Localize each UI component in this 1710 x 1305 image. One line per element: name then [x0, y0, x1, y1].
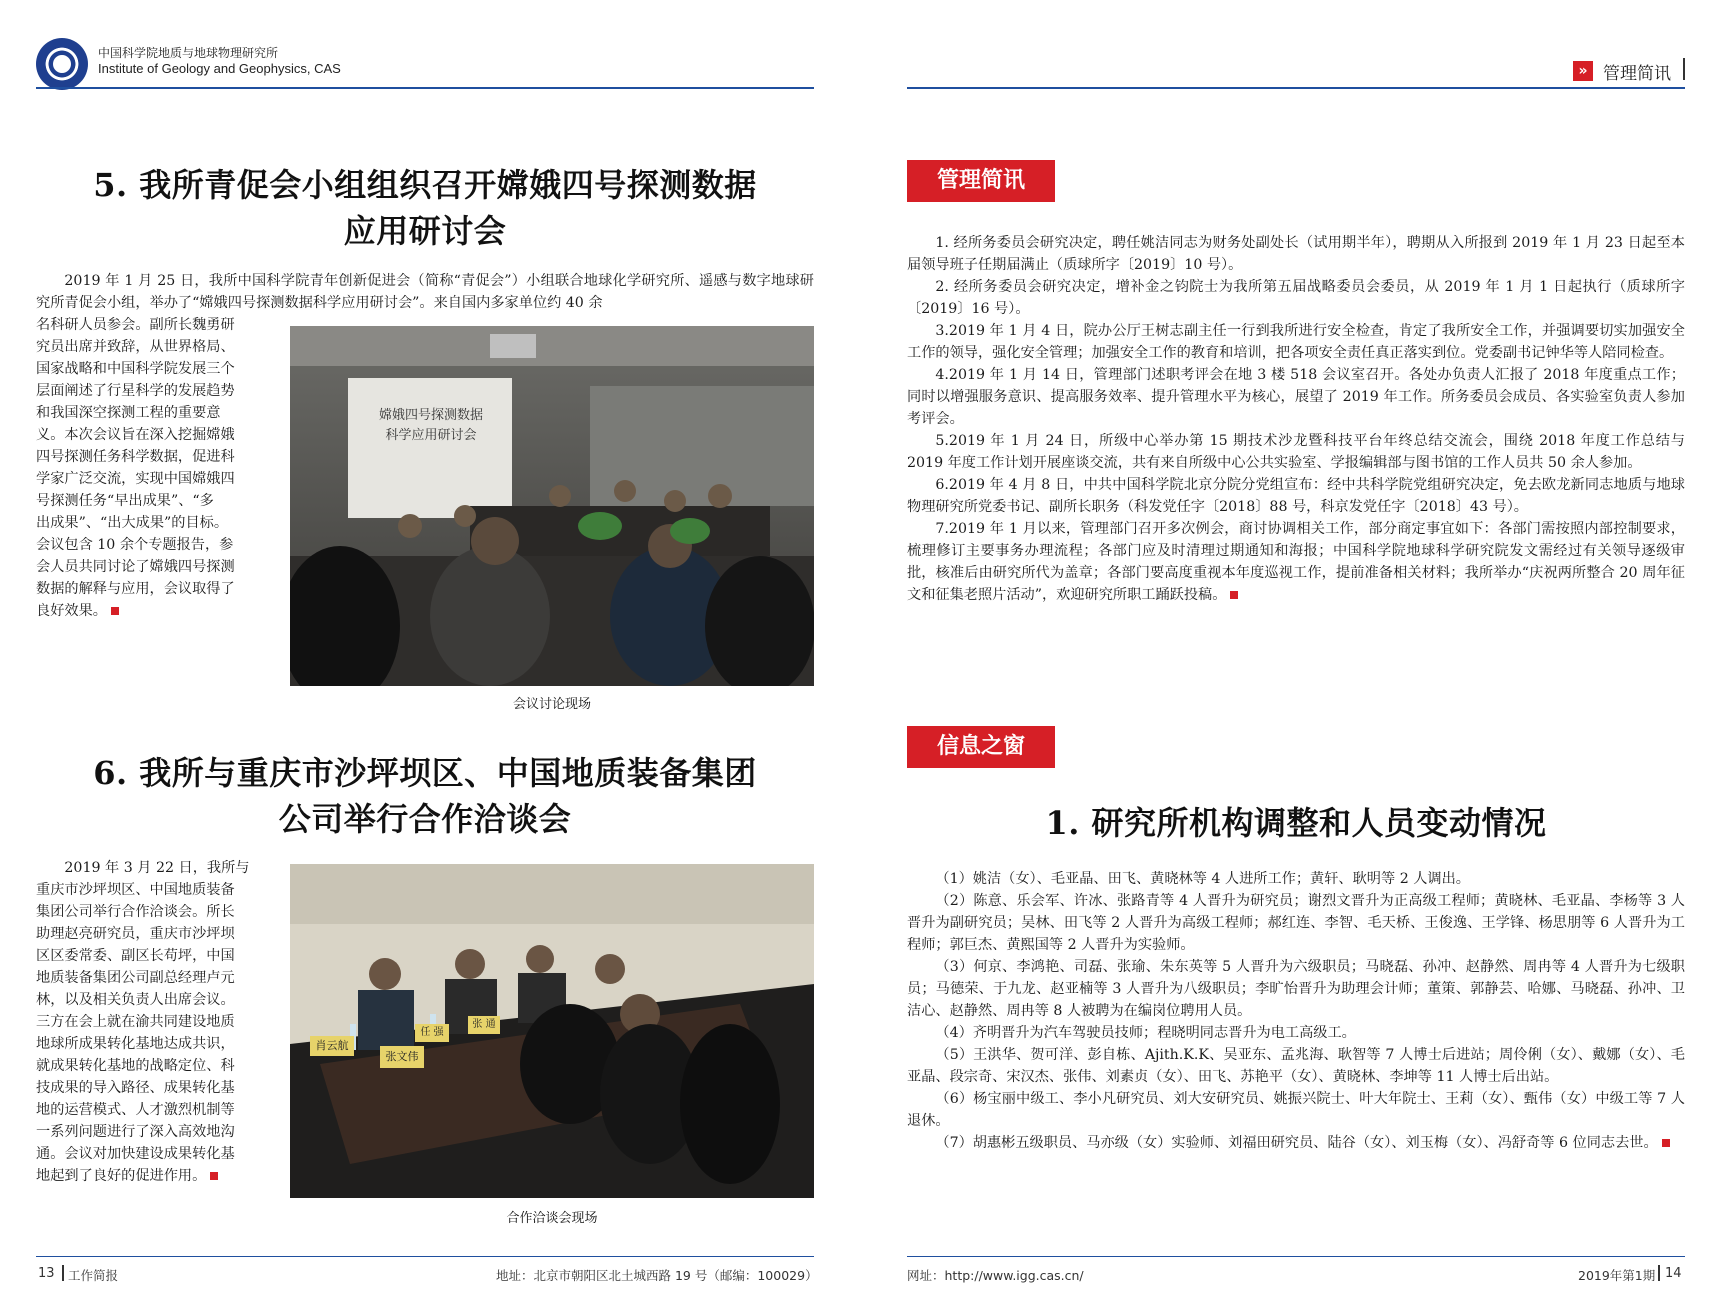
list-item-text: 7.2019 年 1 月以来，管理部门召开多次例会，商讨协调相关工作，部分商定事宜如下：各部门需按照内部控制要求，梳理修订主要事务办理流程；各部门应及时清理过期通知和海报；中国科学院地球科学研究院发文需经过有关领导逐级审批，核准后由研究所代为盖章；各部门要高度重视本年度巡视工作，提前准备相关材料；我所举办“庆祝两所整合 20 周年征文和征集老照片活动”，欢迎研究所职工踊跃投稿。 — [907, 521, 1685, 603]
text-line: 究员出席并致辞，从世界格局、 — [36, 339, 235, 355]
institute-name-cn: 中国科学院地质与地球物理研究所 — [98, 46, 279, 60]
list-item — [907, 868, 1685, 890]
chevron-right-icon: » — [1573, 61, 1593, 81]
list-item-text: 4.2019 年 1 月 14 日，管理部门述职考评会在地 3 楼 518 会议室召开。各处办负责人汇报了 2018 年度重点工作；同时以增强服务意识、提高服务效率、提升管理水平为核心，展望了 2019 年工作。所务委员会成员、各实验室负责人参加考评会。 — [907, 367, 1685, 427]
text-line: 良好效果。 — [36, 600, 268, 622]
end-mark-icon — [1662, 1139, 1670, 1147]
institute-logo — [36, 38, 88, 90]
list-item — [907, 1022, 1685, 1044]
tag-management: 管理简讯 — [907, 160, 1055, 202]
text-line: 助理赵亮研究员，重庆市沙坪坝 — [36, 926, 235, 942]
list-item-text: （6）杨宝丽中级工、李小凡研究员、刘大安研究员、姚振兴院士、叶大年院士、王莉（女）、甄伟（女）中级工等 7 人退休。 — [907, 1091, 1685, 1129]
section-name: 管理简讯 — [1603, 64, 1671, 84]
list-item-text: 2. 经所务委员会研究决定，增补金之钧院士为我所第五届战略委员会委员，从 2019 年 1 月 1 日起执行（质球所字〔2019〕16 号）。 — [907, 279, 1685, 317]
list-item-text: 6.2019 年 4 月 8 日，中共中国科学院北京分院分党组宣布：经中共科学院党组研究决定，免去欧龙新同志地质与地球物理研究所党委书记、副所长职务（科发党任字〔2018〕88 号，科京发党任字〔2018〕43 号）。 — [907, 477, 1685, 515]
text-line: 会议包含 10 余个专题报告，参 — [36, 537, 234, 553]
list-item — [907, 364, 1685, 430]
list-item — [907, 232, 1685, 276]
meeting-photo-caption: 会议讨论现场 — [512, 697, 591, 712]
negotiation-photo — [290, 864, 814, 1198]
article-5-intro: 2019 年 1 月 25 日，我所中国科学院青年创新促进会（简称“青促会”）小组联合地球化学研究所、遥感与数字地球研究所青促会小组，举办了“嫦娥四号探测数据科学应用研讨会”。来自国内多家单位约 40 余 — [36, 273, 814, 311]
text-line: 名科研人员参会。副所长魏勇研 — [36, 317, 235, 333]
list-item-text: （7）胡惠彬五级职员、马亦级（女）实验师、刘福田研究员、陆谷（女）、刘玉梅（女）、冯舒奇等 6 位同志去世。 — [935, 1135, 1658, 1151]
footer-rule — [907, 1256, 1685, 1257]
text-line: 四号探测任务科学数据，促进科 — [36, 449, 235, 465]
nameplate: 肖云航 — [310, 1036, 354, 1056]
list-item-text: （4）齐明晋升为汽车驾驶员技师；程晓明同志晋升为电工高级工。 — [935, 1025, 1356, 1041]
list-item-text: （1）姚洁（女）、毛亚晶、田飞、黄晓林等 4 人进所工作；黄轩、耿明等 2 人调出。 — [935, 871, 1470, 887]
negotiation-photo-caption: 合作洽谈会现场 — [506, 1211, 598, 1226]
footer-divider — [62, 1265, 64, 1281]
header-divider — [1683, 58, 1685, 80]
website: 网址：http://www.igg.cas.cn/ — [907, 1268, 1084, 1283]
list-item-text: （3）何京、李鸿艳、司磊、张瑜、朱东英等 5 人晋升为六级职员；马晓磊、孙冲、赵静然、周冉等 4 人晋升为七级职员；马德荣、于九龙、赵亚楠等 3 人晋升为八级职员；李旷怡晋升为助理会计师；董策、郭静芸、哈娜、马晓磊、孙冲、卫洁心、赵静然、周冉等 8 人被聘为在编岗位聘用人员。 — [907, 959, 1685, 1019]
text-line: 地的运营模式、人才激烈机制等 — [36, 1102, 235, 1118]
tag-info-window: 信息之窗 — [907, 726, 1055, 768]
text-line: 学家广泛交流，实现中国嫦娥四 — [36, 471, 235, 487]
nameplate: 张文伟 — [380, 1046, 424, 1068]
list-item — [907, 1044, 1685, 1088]
text-line: 数据的解释与应用，会议取得了 — [36, 581, 235, 597]
text-line: 地起到了良好的促进作用。 — [36, 1165, 268, 1187]
end-mark-icon — [1230, 591, 1238, 599]
list-item — [907, 474, 1685, 518]
list-item-text: （5）王洪华、贺可洋、彭自栋、Ajith.K.K、吴亚东、孟兆海、耿智等 7 人博士后进站；周伶俐（女）、戴娜（女）、毛亚晶、段宗奇、宋汉杰、张伟、刘素贞（女）、田飞、苏艳平（女）、黄晓林、李坤等 11 人博士后出站。 — [907, 1047, 1685, 1085]
list-item — [907, 1132, 1685, 1154]
text-line: 国家战略和中国科学院发展三个 — [36, 361, 235, 377]
text-line: 重庆市沙坪坝区、中国地质装备 — [36, 882, 235, 898]
list-item — [907, 1088, 1685, 1132]
text-line: 2019 年 3 月 22 日，我所与 — [64, 860, 250, 876]
text-line: 三方在会上就在渝共同建设地质 — [36, 1014, 235, 1030]
text-line: 通。会议对加快建设成果转化基 — [36, 1146, 235, 1162]
article-6-title: 6. 我所与重庆市沙坪坝区、中国地质装备集团 公司举行合作洽谈会 — [93, 754, 757, 838]
list-item-text: 1. 经所务委员会研究决定，聘任姚洁同志为财务处副处长（试用期半年），聘期从入所报到 2019 年 1 月 23 日起至本届领导班子任期届满止（质球所字〔2019〕10 号）。 — [907, 235, 1685, 273]
page-number-right: 14 — [1665, 1266, 1682, 1281]
list-item — [907, 518, 1685, 606]
list-item-text: 3.2019 年 1 月 4 日，院办公厅王树志副主任一行到我所进行安全检查，肯定了我所安全工作，并强调要切实加强安全工作的领导，强化安全管理；加强安全工作的教育和培训，把各项安全责任真正落实到位。党委副书记钟华等人陪同检查。 — [907, 323, 1685, 361]
address: 地址：北京市朝阳区北土城西路 19 号（邮编：100029） — [496, 1268, 818, 1283]
right-page — [855, 0, 1710, 1305]
projector-screen-text: 嫦娥四号探测数据 科学应用研讨会 — [378, 408, 483, 443]
text-line: 出成果”、“出大成果”的目标。 — [36, 515, 229, 531]
text-line: 一系列问题进行了深入高效地沟 — [36, 1124, 235, 1140]
article-5-side-text — [36, 314, 268, 622]
meeting-photo — [290, 326, 814, 686]
text-line: 义。本次会议旨在深入挖掘嫦娥 — [36, 427, 235, 443]
text-line: 技成果的导入路径、成果转化基 — [36, 1080, 235, 1096]
end-mark-icon — [111, 607, 119, 615]
institute-name-en: Institute of Geology and Geophysics, CAS — [98, 61, 341, 76]
list-item — [907, 430, 1685, 474]
issue-label: 2019年第1期 — [1578, 1268, 1656, 1283]
list-item — [907, 890, 1685, 956]
text-line: 和我国深空探测工程的重要意 — [36, 405, 221, 421]
text-line: 林，以及相关负责人出席会议。 — [36, 992, 235, 1008]
info-list — [907, 868, 1685, 1154]
text-line: 层面阐述了行星科学的发展趋势 — [36, 383, 235, 399]
end-mark-icon — [210, 1172, 218, 1180]
footer-rule — [36, 1256, 814, 1257]
text-line: 地球所成果转化基地达成共识， — [36, 1036, 235, 1052]
list-item — [907, 956, 1685, 1022]
info-title: 1. 研究所机构调整和人员变动情况 — [1045, 804, 1547, 842]
page-number-left: 13 — [38, 1266, 55, 1281]
list-item-text: （2）陈意、乐会军、许冰、张路青等 4 人晋升为研究员；谢烈文晋升为正高级工程师；黄晓林、毛亚晶、李杨等 3 人晋升为副研究员；吴林、田飞等 2 人晋升为高级工程师；郝红连、李智、毛天桥、王俊逸、王学锋、杨思朋等 6 人晋升为工程师；郭巨杰、黄熙国等 2 人晋升为实验师。 — [907, 893, 1685, 953]
footer-divider — [1658, 1265, 1660, 1281]
publication-name: 工作简报 — [68, 1268, 119, 1283]
text-line: 集团公司举行合作洽谈会。所长 — [36, 904, 235, 920]
text-line: 号探测任务“早出成果”、“多 — [36, 493, 214, 509]
list-item — [907, 276, 1685, 320]
management-news-list — [907, 232, 1685, 606]
article-6-side-text — [36, 857, 268, 1187]
text-line: 地质装备集团公司副总经理卢元 — [36, 970, 235, 986]
header-rule — [36, 87, 814, 89]
header-rule — [907, 87, 1685, 89]
nameplate: 任 强 — [415, 1024, 449, 1042]
text-line: 区区委常委、副区长苟坪，中国 — [36, 948, 235, 964]
nameplate: 张 通 — [468, 1016, 500, 1034]
text-line: 会人员共同讨论了嫦娥四号探测 — [36, 559, 235, 575]
list-item — [907, 320, 1685, 364]
list-item-text: 5.2019 年 1 月 24 日，所级中心举办第 15 期技术沙龙暨科技平台年终总结交流会，围绕 2018 年度工作总结与 2019 年度工作计划开展座谈交流，共有来自所级中心公共实验室、学报编辑部与图书馆的工作人员共 50 余人参加。 — [907, 433, 1685, 471]
text-line: 就成果转化基地的战略定位、科 — [36, 1058, 235, 1074]
article-5-title: 5. 我所青促会小组组织召开嫦娥四号探测数据 应用研讨会 — [93, 166, 757, 250]
